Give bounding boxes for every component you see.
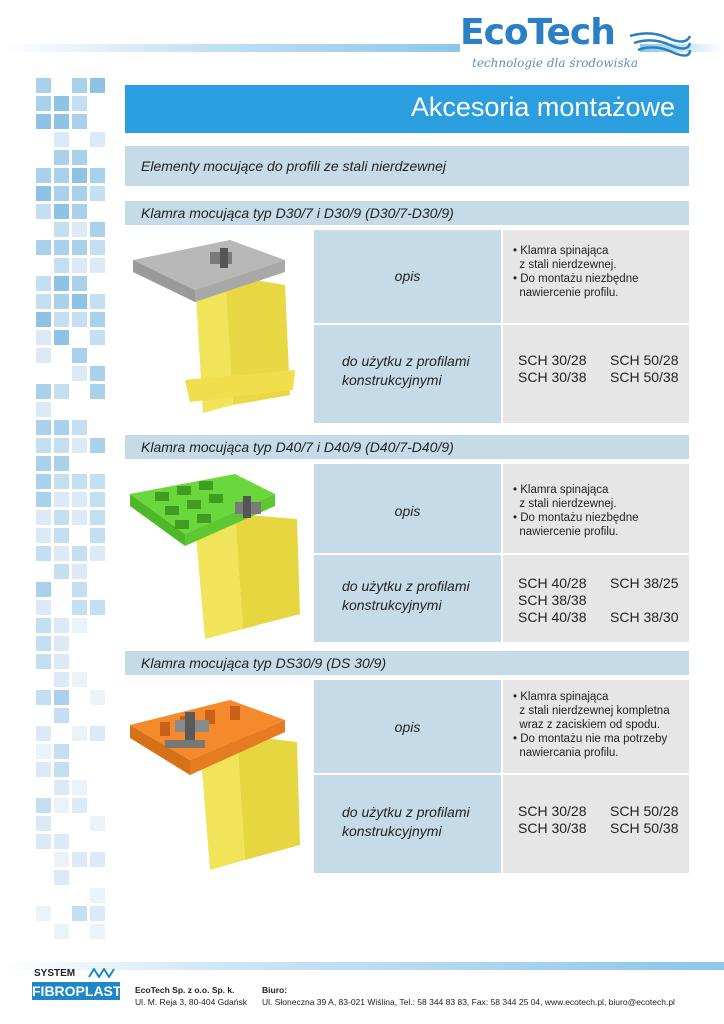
green-grating-clamp-image <box>125 464 313 642</box>
decorative-square <box>36 348 51 363</box>
profile-code: SCH 38/38 <box>518 592 587 608</box>
product-image-cell <box>125 464 313 642</box>
profile-code: SCH 30/38 <box>518 820 587 836</box>
decorative-square <box>72 366 87 381</box>
decorative-square <box>90 438 105 453</box>
decorative-square <box>90 222 105 237</box>
decorative-square <box>36 654 51 669</box>
decorative-square <box>54 672 69 687</box>
decorative-square <box>72 204 87 219</box>
ecotech-logo <box>460 12 710 74</box>
description-text <box>513 244 639 300</box>
decorative-square <box>72 222 87 237</box>
decorative-square <box>36 816 51 831</box>
description-line: z stali nierdzewnej. <box>513 498 617 510</box>
decorative-square <box>36 402 51 417</box>
decorative-square <box>90 690 105 705</box>
decorative-square <box>72 546 87 561</box>
decorative-square <box>72 114 87 129</box>
decorative-square <box>54 618 69 633</box>
decorative-square <box>54 186 69 201</box>
decorative-square <box>36 600 51 615</box>
decorative-square <box>90 240 105 255</box>
decorative-square <box>90 294 105 309</box>
decorative-square <box>54 708 69 723</box>
label-cell <box>314 325 501 423</box>
decorative-square <box>54 780 69 795</box>
decorative-square <box>36 906 51 921</box>
decorative-square <box>54 564 69 579</box>
decorative-square <box>36 78 51 93</box>
product-row <box>125 230 689 423</box>
description-cell <box>503 230 689 323</box>
decorative-square <box>72 294 87 309</box>
header-gradient-bar <box>0 44 460 52</box>
decorative-square <box>54 852 69 867</box>
decorative-square <box>72 78 87 93</box>
decorative-square <box>90 186 105 201</box>
profile-code: SCH 50/28 <box>610 352 679 368</box>
label-use <box>342 352 470 390</box>
codes-cell <box>503 775 689 873</box>
decorative-square <box>36 420 51 435</box>
decorative-square <box>54 294 69 309</box>
description-line: • Klamra spinająca <box>513 691 609 703</box>
decorative-square <box>36 726 51 741</box>
decorative-square <box>36 330 51 345</box>
decorative-square <box>72 600 87 615</box>
profile-code: SCH 30/28 <box>518 352 587 368</box>
decorative-square <box>90 366 105 381</box>
section-title: Klamra mocująca typ DS30/9 (DS 30/9) <box>141 655 387 671</box>
decorative-square <box>72 510 87 525</box>
description-text <box>513 483 639 539</box>
label-cell <box>314 775 501 873</box>
decorative-square <box>36 204 51 219</box>
decorative-square <box>54 204 69 219</box>
description-line: • Do montażu niezbędne <box>513 273 639 285</box>
decorative-square <box>72 186 87 201</box>
profile-code: SCH 30/38 <box>518 369 587 385</box>
decorative-square <box>36 240 51 255</box>
decorative-square <box>90 510 105 525</box>
label-opis: opis <box>394 268 421 284</box>
decorative-square <box>54 384 69 399</box>
section-header <box>125 435 689 459</box>
subtitle: Elementy mocujące do profili ze stali nierdzewnej <box>141 158 447 174</box>
profile-code: SCH 40/38 <box>518 609 587 625</box>
decorative-square <box>54 96 69 111</box>
decorative-square <box>72 258 87 273</box>
logo-name: EcoTech <box>460 12 615 53</box>
product-image-cell <box>125 230 313 423</box>
profile-code: SCH 50/38 <box>610 369 679 385</box>
decorative-square <box>90 924 105 939</box>
decorative-square <box>54 762 69 777</box>
profile-code: SCH 38/25 <box>610 575 679 591</box>
description-line: z stali nierdzewnej. <box>513 259 617 271</box>
decorative-square <box>72 150 87 165</box>
decorative-square <box>36 312 51 327</box>
decorative-square <box>72 798 87 813</box>
label-cell <box>314 464 501 553</box>
decorative-square <box>72 672 87 687</box>
grey-grating-clamp-image <box>125 230 313 423</box>
description-line: • Do montażu niezbędne <box>513 512 639 524</box>
decorative-square <box>90 330 105 345</box>
decorative-square <box>72 582 87 597</box>
decorative-square <box>36 834 51 849</box>
section-header <box>125 201 689 225</box>
profile-code: SCH 38/30 <box>610 609 679 625</box>
codes-cell <box>503 555 689 642</box>
page-title-bar <box>125 85 689 133</box>
label-cell <box>314 555 501 642</box>
decorative-square <box>90 816 105 831</box>
fibroplast-mark-icon <box>88 968 118 978</box>
decorative-square <box>90 168 105 183</box>
decorative-square <box>54 924 69 939</box>
decorative-square <box>72 906 87 921</box>
decorative-square <box>54 654 69 669</box>
decorative-square <box>72 168 87 183</box>
description-line: nawiercenie profilu. <box>513 287 619 299</box>
decorative-square <box>90 888 105 903</box>
product-row <box>125 464 689 642</box>
decorative-square <box>72 474 87 489</box>
decorative-square <box>36 510 51 525</box>
decorative-square <box>90 132 105 147</box>
decorative-square <box>54 168 69 183</box>
decorative-square <box>54 510 69 525</box>
decorative-square <box>36 294 51 309</box>
profile-code: SCH 50/28 <box>610 803 679 819</box>
office-contact-line: Ul. Słoneczna 39 A, 83-021 Wiślina, Tel.: 58 344 83 83, Fax: 58 344 25 04, www.ecotech.pl, biuro@ecotech.pl <box>262 997 675 1007</box>
decorative-square <box>72 312 87 327</box>
decorative-square <box>54 312 69 327</box>
decorative-square <box>36 168 51 183</box>
description-line: z stali nierdzewnej kompletna <box>513 705 670 717</box>
decorative-square <box>72 492 87 507</box>
company-address: Ul. M. Reja 3, 80-404 Gdańsk <box>135 997 247 1007</box>
decorative-square <box>90 852 105 867</box>
decorative-square <box>54 474 69 489</box>
description-line: wraz z zaciskiem od spodu. <box>513 719 661 731</box>
decorative-square <box>90 474 105 489</box>
label-opis: opis <box>394 719 421 735</box>
label-use <box>342 803 470 841</box>
decorative-square <box>54 222 69 237</box>
product-image-cell <box>125 680 313 873</box>
decorative-square <box>54 636 69 651</box>
description-cell <box>503 464 689 553</box>
decorative-square <box>36 186 51 201</box>
system-label: SYSTEM <box>34 968 76 979</box>
office-label: Biuro: <box>262 985 288 995</box>
label-use-line: do użytku z profilami <box>342 804 470 820</box>
decorative-square <box>36 384 51 399</box>
decorative-square <box>72 420 87 435</box>
fibroplast-brand: FIBROPLAST <box>32 983 122 999</box>
subtitle-bar <box>125 146 689 186</box>
profile-code: SCH 40/28 <box>518 575 587 591</box>
decorative-square <box>54 114 69 129</box>
decorative-square <box>36 546 51 561</box>
decorative-square <box>36 492 51 507</box>
decorative-square <box>54 870 69 885</box>
decorative-square <box>90 258 105 273</box>
profile-code: SCH 50/38 <box>610 820 679 836</box>
decorative-square <box>54 834 69 849</box>
label-use-line: konstrukcyjnymi <box>342 823 442 839</box>
decorative-square <box>54 456 69 471</box>
decorative-square <box>72 240 87 255</box>
decorative-square <box>54 690 69 705</box>
decorative-square <box>72 438 87 453</box>
decorative-square <box>36 618 51 633</box>
company-info <box>135 984 247 1008</box>
decorative-square <box>54 546 69 561</box>
decorative-square <box>54 420 69 435</box>
description-text <box>513 690 670 760</box>
decorative-square <box>90 312 105 327</box>
decorative-square <box>72 780 87 795</box>
decorative-square <box>36 582 51 597</box>
decorative-square <box>54 438 69 453</box>
codes-cell <box>503 325 689 423</box>
decorative-square <box>72 348 87 363</box>
decorative-square <box>72 564 87 579</box>
label-cell <box>314 680 501 773</box>
decorative-square <box>72 96 87 111</box>
decorative-square <box>54 276 69 291</box>
page-title: Akcesoria montażowe <box>410 92 675 122</box>
decorative-square <box>90 726 105 741</box>
decorative-square <box>36 744 51 759</box>
decorative-square <box>36 798 51 813</box>
section-header <box>125 651 689 675</box>
decorative-square <box>90 528 105 543</box>
decorative-square <box>36 438 51 453</box>
label-use-line: do użytku z profilami <box>342 353 470 369</box>
decorative-square <box>36 474 51 489</box>
decorative-square <box>36 276 51 291</box>
description-line: • Klamra spinająca <box>513 484 609 496</box>
decorative-square <box>90 906 105 921</box>
product-row <box>125 680 689 873</box>
profile-code: SCH 30/28 <box>518 803 587 819</box>
label-use <box>342 577 470 615</box>
description-cell <box>503 680 689 773</box>
label-use-line: konstrukcyjnymi <box>342 372 442 388</box>
company-name: EcoTech Sp. z o.o. Sp. k. <box>135 985 235 995</box>
decorative-square <box>36 690 51 705</box>
decorative-square <box>90 600 105 615</box>
decorative-square <box>90 546 105 561</box>
label-cell <box>314 230 501 323</box>
decorative-square <box>72 618 87 633</box>
section-title: Klamra mocująca typ D30/7 i D30/9 (D30/7-D30/9) <box>141 205 454 221</box>
decorative-square <box>72 852 87 867</box>
decorative-square <box>54 798 69 813</box>
decorative-square <box>54 492 69 507</box>
decorative-square <box>72 276 87 291</box>
decorative-square <box>54 528 69 543</box>
office-info <box>262 984 675 1008</box>
description-line: nawiercenie profilu. <box>513 526 619 538</box>
decorative-square <box>36 114 51 129</box>
decorative-square <box>36 762 51 777</box>
label-use-line: konstrukcyjnymi <box>342 597 442 613</box>
orange-grating-clamp-image <box>125 680 313 873</box>
logo-tagline: technologie dla środowiska <box>472 56 639 70</box>
decorative-square <box>90 384 105 399</box>
description-line: • Do montażu nie ma potrzeby <box>513 733 668 745</box>
decorative-square <box>54 240 69 255</box>
decorative-square <box>54 744 69 759</box>
decorative-square <box>54 132 69 147</box>
label-use-line: do użytku z profilami <box>342 578 470 594</box>
decorative-square <box>36 96 51 111</box>
decorative-square <box>72 726 87 741</box>
section-title: Klamra mocująca typ D40/7 i D40/9 (D40/7-D40/9) <box>141 439 454 455</box>
decorative-square <box>36 636 51 651</box>
decorative-square <box>54 258 69 273</box>
label-opis: opis <box>394 503 421 519</box>
decorative-square <box>90 78 105 93</box>
description-line: nawiercania profilu. <box>513 747 619 759</box>
decorative-square <box>36 456 51 471</box>
decorative-square <box>90 492 105 507</box>
decorative-square <box>36 528 51 543</box>
description-line: • Klamra spinająca <box>513 245 609 257</box>
decorative-square <box>54 330 69 345</box>
decorative-square <box>54 150 69 165</box>
